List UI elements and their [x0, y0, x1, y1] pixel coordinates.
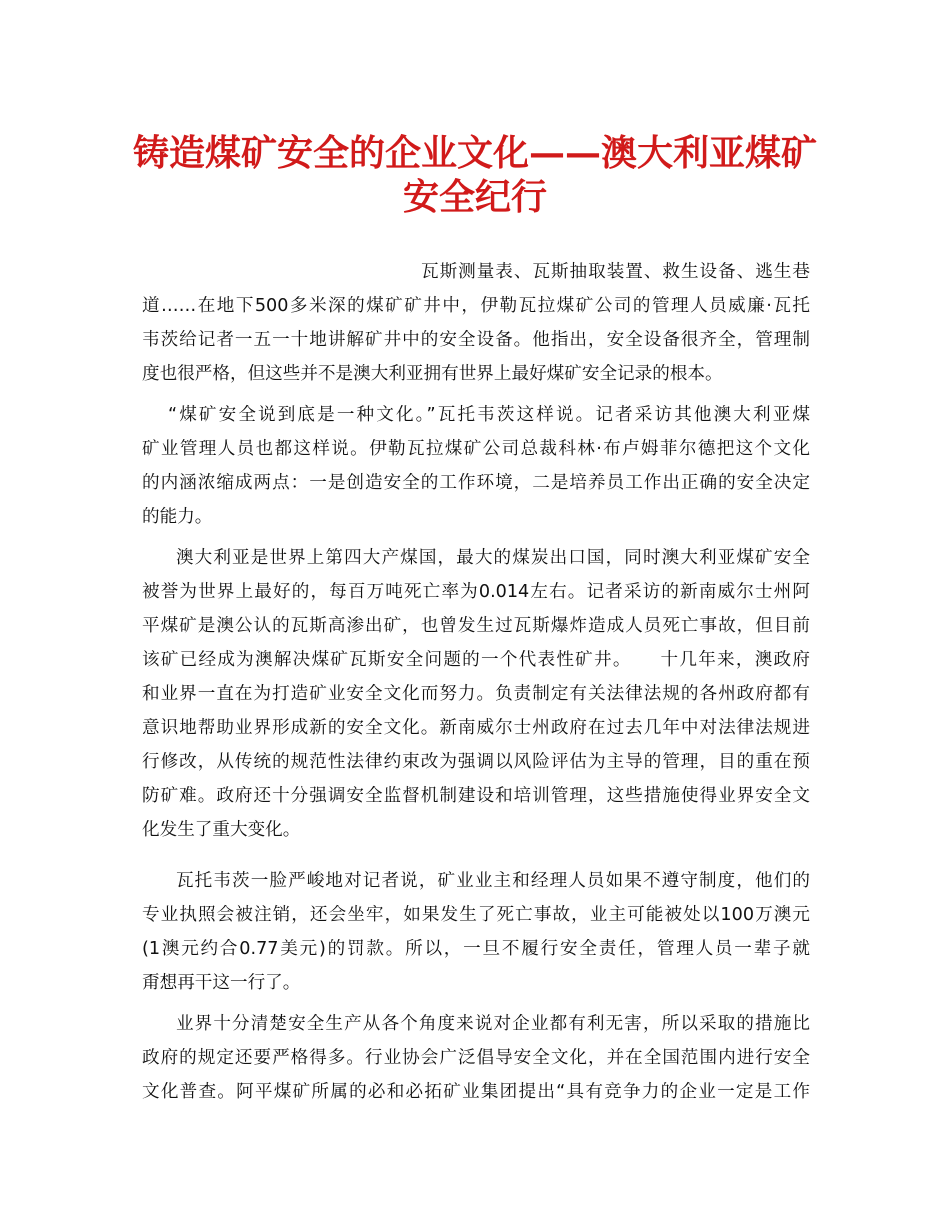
body-line: 被誉为世界上最好的，每百万吨死亡率为0.014左右。记者采访的新南威尔士州阿 — [142, 582, 810, 602]
body-line: 澳大利亚是世界上第四大产煤国，最大的煤炭出口国，同时澳大利亚煤矿安全 — [176, 548, 810, 568]
body-line: 专业执照会被注销，还会坐牢，如果发生了死亡事故，业主可能被处以100万澳元 — [142, 905, 810, 925]
body-line: 业界十分清楚安全生产从各个角度来说对企业都有利无害，所以采取的措施比 — [176, 1014, 810, 1034]
body-line: (1澳元约合0.77美元)的罚款。所以，一旦不履行安全责任，管理人员一辈子就 — [142, 939, 810, 959]
body-line: 防矿难。政府还十分强调安全监督机制建设和培训管理，这些措施使得业界安全文 — [142, 786, 810, 806]
body-line: 行修改，从传统的规范性法律约束改为强调以风险评估为主导的管理，目的重在预 — [142, 752, 810, 772]
body-line: 瓦斯测量表、瓦斯抽取装置、救生设备、逃生巷 — [421, 262, 810, 282]
body-line: 甭想再干这一行了。 — [142, 973, 301, 993]
body-line: 和业界一直在为打造矿业安全文化而努力。负责制定有关法律法规的各州政府都有 — [142, 684, 810, 704]
body-line: 该矿已经成为澳解决煤矿瓦斯安全问题的一个代表性矿井。 十几年来，澳政府 — [142, 650, 810, 670]
body-line: 政府的规定还要严格得多。行业协会广泛倡导安全文化，并在全国范围内进行安全 — [142, 1048, 810, 1068]
body-line: 化发生了重大变化。 — [142, 820, 301, 840]
body-line: 度也很严格，但这些并不是澳大利亚拥有世界上最好煤矿安全记录的根本。 — [142, 364, 723, 384]
body-line: 意识地帮助业界形成新的安全文化。新南威尔士州政府在过去几年中对法律法规进 — [142, 718, 810, 738]
body-line: 矿业管理人员也都这样说。伊勒瓦拉煤矿公司总裁科林·布卢姆菲尔德把这个文化 — [142, 439, 810, 459]
document-title-line-2: 安全纪行 — [402, 176, 547, 218]
document-title-line-1: 铸造煤矿安全的企业文化——澳大利亚煤矿 — [132, 132, 817, 174]
body-line: 文化普查。阿平煤矿所属的必和必拓矿业集团提出“具有竞争力的企业一定是工作 — [142, 1082, 810, 1102]
body-line: “煤矿安全说到底是一种文化。”瓦托韦茨这样说。记者采访其他澳大利亚煤 — [168, 405, 810, 425]
body-line: 平煤矿是澳公认的瓦斯高渗出矿，也曾发生过瓦斯爆炸造成人员死亡事故，但目前 — [142, 616, 810, 636]
body-line: 韦茨给记者一五一十地讲解矿井中的安全设备。他指出，安全设备很齐全，管理制 — [142, 330, 810, 350]
body-line: 道……在地下500多米深的煤矿矿井中，伊勒瓦拉煤矿公司的管理人员威廉·瓦托 — [142, 296, 810, 316]
body-line: 的内涵浓缩成两点：一是创造安全的工作环境，二是培养员工作出正确的安全决定 — [142, 473, 810, 493]
body-line: 瓦托韦茨一脸严峻地对记者说，矿业业主和经理人员如果不遵守制度，他们的 — [176, 871, 810, 891]
body-line: 的能力。 — [142, 507, 213, 527]
